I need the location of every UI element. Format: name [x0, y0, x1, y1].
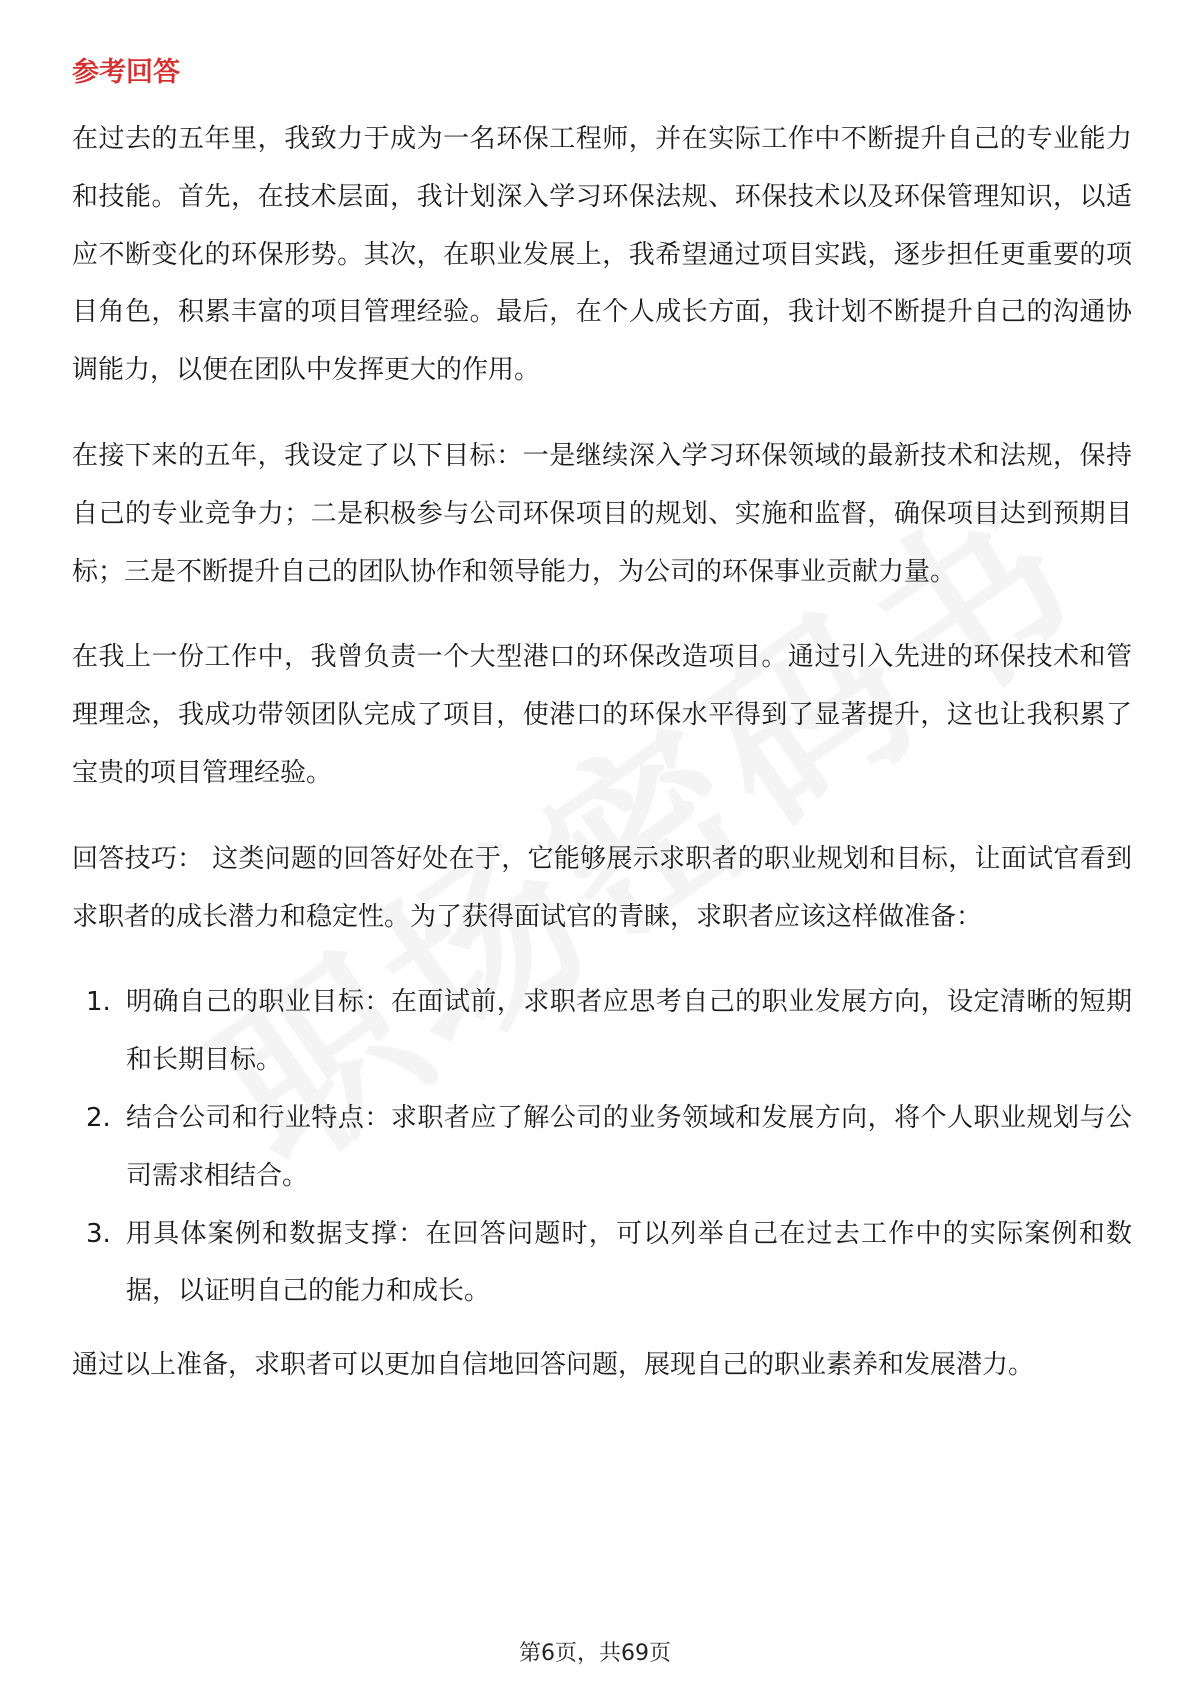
document-body: [72, 48, 1132, 1423]
list-item-number: 3.: [86, 1218, 111, 1249]
section-title: 参考回答: [72, 57, 180, 88]
list-item-number: 1.: [86, 987, 111, 1018]
paragraph-previous-job: 在我上一份工作中，我曾负责一个大型港口的环保改造项目。通过引入先进的环保技术和管理理念，我成功带领团队完成了项目，使港口的环保水平得到了显著提升，这也让我积累了宝贵的项目管理经验。: [72, 642, 1132, 788]
list-item-text: 明确自己的职业目标：在面试前，求职者应思考自己的职业发展方向，设定清晰的短期和长期目标。: [126, 987, 1132, 1076]
list-item-text: 结合公司和行业特点：求职者应了解公司的业务领域和发展方向，将个人职业规划与公司需求相结合。: [126, 1102, 1132, 1191]
paragraph-next-five-years: 在接下来的五年，我设定了以下目标：一是继续深入学习环保领域的最新技术和法规，保持自己的专业竞争力；二是积极参与公司环保项目的规划、实施和监督，确保项目达到预期目标；三是不断提升自己的团队协作和领导能力，为公司的环保事业贡献力量。: [72, 440, 1132, 587]
list-item: [72, 974, 1132, 1090]
list-item: [72, 1090, 1132, 1206]
paragraph-conclusion: 通过以上准备，求职者可以更加自信地回答问题，展现自己的职业素养和发展潜力。: [72, 1350, 1035, 1381]
paragraph-answer-tips: 回答技巧： 这类问题的回答好处在于，它能够展示求职者的职业规划和目标，让面试官看到求职者的成长潜力和稳定性。为了获得面试官的青睐，求职者应该这样做准备：: [72, 843, 1132, 932]
tips-list: [72, 974, 1132, 1321]
list-item-text: 用具体案例和数据支撑：在回答问题时，可以列举自己在过去工作中的实际案例和数据，以证明自己的能力和成长。: [126, 1218, 1132, 1307]
list-item: [72, 1206, 1132, 1322]
page-number: 第6页，共69页: [519, 1641, 671, 1666]
list-item-number: 2.: [86, 1102, 111, 1133]
paragraph-past-five-years: 在过去的五年里，我致力于成为一名环保工程师，并在实际工作中不断提升自己的专业能力和技能。首先，在技术层面，我计划深入学习环保法规、环保技术以及环保管理知识，以适应不断变化的环保形势。其次，在职业发展上，我希望通过项目实践，逐步担任更重要的项目角色，积累丰富的项目管理经验。最后，在个人成长方面，我计划不断提升自己的沟通协调能力，以便在团队中发挥更大的作用。: [72, 124, 1132, 386]
